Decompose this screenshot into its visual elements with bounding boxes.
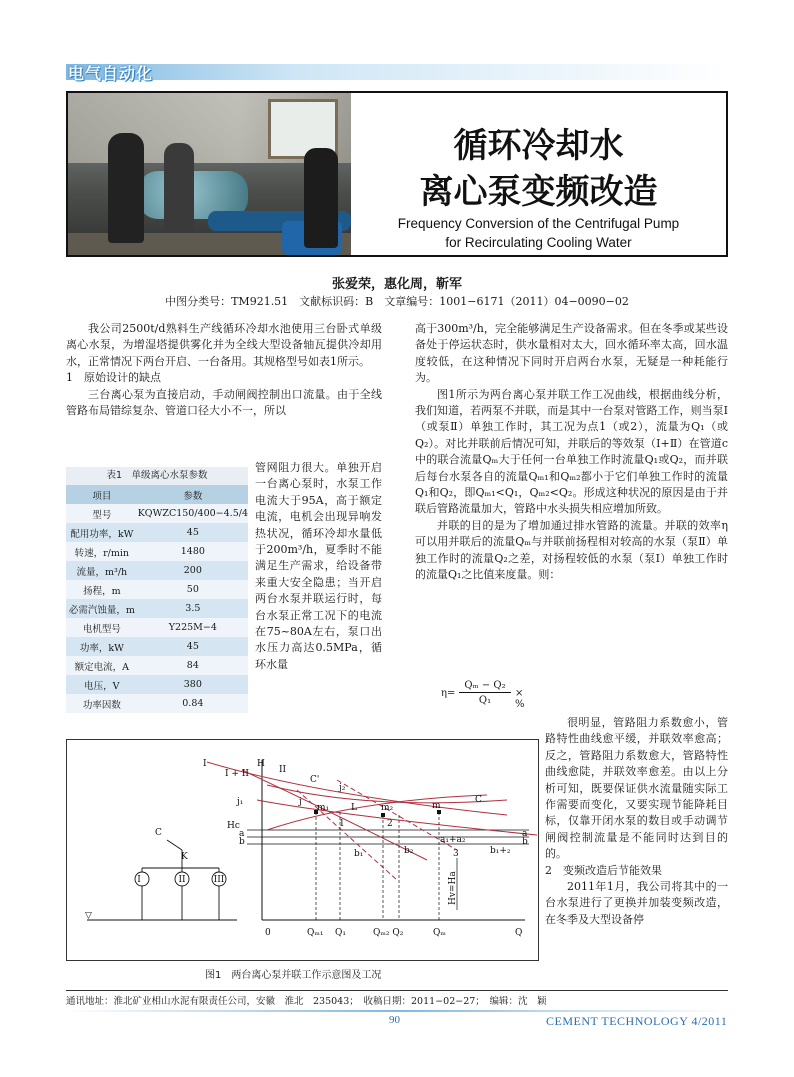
table-cell-value: Y225M−4 — [138, 618, 248, 637]
table-cell-item: 必需汽蚀量，m — [66, 599, 138, 618]
paragraph: 三台离心泵为直接启动，手动闸阀控制出口流量。由于全线管路布局错综复杂、管道口径大小不一，所以 — [66, 387, 382, 418]
table-cell-item: 额定电流，A — [66, 656, 138, 675]
label-I: I — [203, 759, 207, 769]
label-b2: b₂ — [404, 846, 414, 856]
table-1 — [66, 467, 248, 713]
label-Qm2-Q2: Qₘ₂ Q₂ — [373, 928, 404, 938]
label-b1b2: b₁+₂ — [490, 846, 511, 856]
table-cell-value: 50 — [138, 580, 248, 599]
label-Hc: Hc — [227, 821, 240, 831]
label-j1: j₁ — [237, 797, 244, 807]
table-cell-item: 型号 — [66, 504, 138, 523]
table-row — [66, 637, 248, 656]
article-title-en — [351, 214, 726, 252]
table-cell-item: 电机型号 — [66, 618, 138, 637]
footer-note: 通讯地址：淮北矿业相山水泥有限责任公司，安徽 淮北 235043； 收稿日期：2011−02−27； 编辑：沈 颖 — [66, 996, 547, 1007]
table-cell-item: 扬程，m — [66, 580, 138, 599]
table-cell-value: KQWZC150/400−4.5/4 — [138, 504, 248, 523]
formula-lhs: η= — [441, 688, 456, 699]
label-Q1: Q₁ — [335, 928, 346, 938]
section-tag: 电气自动化 — [68, 64, 154, 83]
right-column-top — [415, 321, 728, 584]
footer-divider — [66, 990, 728, 991]
label-pump-2: II — [178, 875, 186, 885]
right-column-wrap — [545, 715, 728, 928]
label-m: m — [432, 801, 441, 811]
journal-name: CEMENT TECHNOLOGY 4/2011 — [546, 1014, 728, 1028]
title-en-line-1: Frequency Conversion of the Centrifugal Pump — [397, 216, 680, 231]
header-bar — [66, 64, 728, 80]
label-1: 1 — [339, 819, 345, 829]
hero-photo — [68, 93, 351, 255]
label-a: a — [239, 829, 245, 839]
table-cell-item: 功率因数 — [66, 694, 138, 713]
label-L: L — [351, 803, 357, 813]
label-H: H — [257, 759, 265, 769]
label-b1: b₁ — [354, 849, 364, 859]
label-hv: Hv=Ha — [448, 871, 458, 905]
title-zh-line-1: 循环冷却水 — [453, 126, 624, 166]
label-b-right: b — [522, 837, 528, 847]
label-C-circuit: C — [155, 828, 162, 838]
table-row — [66, 561, 248, 580]
label-m1: m₁ — [317, 803, 330, 813]
circuit-branch-c — [167, 840, 182, 850]
table-cell-value: 45 — [138, 523, 248, 542]
page-bottom-rule — [66, 1010, 728, 1012]
hero-banner — [66, 91, 728, 257]
table-row — [66, 694, 248, 713]
label-K: K — [181, 852, 188, 862]
figure-caption: 图1 两台离心泵并联工作示意图及工况 — [205, 970, 382, 981]
table-cell-value: 参数 — [138, 485, 248, 504]
label-II: II — [279, 765, 287, 775]
table-cell-item: 流量，m³/h — [66, 561, 138, 580]
paragraph: 2011年1月，我公司将其中的一台水泵进行了更换并加装变频改造，在冬季及大型设备停 — [545, 880, 728, 926]
label-origin: 0 — [265, 928, 271, 938]
paragraph: 我公司2500t/d熟料生产线循环冷却水池使用三台卧式单级离心水泵，为增湿塔提供雾化并为全线大型设备轴瓦提供冷却用水，正常情况下两台开启、一台备用。其规格型号如表1所示。 — [66, 322, 382, 368]
authors: 张爱荣，惠化周，靳军 — [331, 277, 462, 292]
title-zh-line-2: 离心泵变频改造 — [419, 172, 658, 212]
table-cell-value: 45 — [138, 637, 248, 656]
paragraph: 管网阻力很大。单独开启一台离心泵时，水泵工作电流大于95A，高于额定电流，电机会出现异响发热状况，循环冷却水量低于200m³/h，夏季时不能满足生产需求，给设备带来重大安全隐患；当开启两台水泵并联运行时，每台水泵正常工况下的电流在75~80A左右，泵口出水压力高达0.5MPa，循环水量 — [255, 461, 382, 671]
point-m2 — [381, 813, 385, 817]
table-cell-value: 1480 — [138, 542, 248, 561]
label-Q: Q — [515, 928, 523, 938]
label-j: j — [299, 797, 302, 807]
table-row — [66, 523, 248, 542]
label-b: b — [239, 837, 245, 847]
label-a-right: a — [522, 829, 528, 839]
table-row — [66, 599, 248, 618]
label-j2: j₂ — [339, 783, 346, 793]
table-cell-value: 380 — [138, 675, 248, 694]
table-cell-value: 3.5 — [138, 599, 248, 618]
label-a1a2: a₁+a₂ — [440, 835, 466, 845]
table-row — [66, 656, 248, 675]
figure-1 — [66, 739, 539, 961]
article-title-zh — [351, 123, 726, 215]
left-column-wrap — [255, 460, 382, 673]
label-pump-1: I — [137, 875, 141, 885]
table-header-row — [66, 485, 248, 504]
title-en-line-2: for Recirculating Cooling Water — [445, 235, 632, 250]
label-c-prime: C' — [310, 775, 320, 785]
paragraph: 并联的目的是为了增加通过排水管路的流量。并联的效率η可以用并联后的流量Qₘ与并联前扬程相对较高的水泵（泵Ⅱ）单独工作时的流量Q₂之差，对扬程较低的水泵（泵Ⅰ）单独工作时的流量Q₁之比值来度量。则： — [415, 518, 728, 582]
table-row — [66, 504, 248, 523]
label-I-plus-II: I + II — [225, 769, 249, 779]
label-2: 2 — [387, 819, 393, 829]
table-cell-item: 功率，kW — [66, 637, 138, 656]
table-row — [66, 542, 248, 561]
table-cell-value: 84 — [138, 656, 248, 675]
section-heading-2: 2 变频改造后节能效果 — [545, 863, 662, 877]
label-Qm1: Qₘ₁ — [307, 928, 324, 938]
water-level-icon: ▽ — [85, 911, 92, 921]
paragraph: 很明显，管路阻力系数愈小，管路特性曲线愈平缓，并联效率愈高；反之，管路阻力系数愈大，管路特性曲线愈陡，并联效率愈差。由以上分析可知，既要保证供水流量随实际工作需要而变化，又要实现节能降耗目标，仅靠开闭水泵的数目或手动调节闸阀控制流量是不能同时达到目的的。 — [545, 716, 728, 861]
label-pump-3: III — [213, 875, 225, 885]
table-cell-item: 配用功率，kW — [66, 523, 138, 542]
page-number: 90 — [389, 1014, 400, 1026]
table-cell-value: 200 — [138, 561, 248, 580]
formula-tail: × % — [515, 688, 525, 710]
label-C: C — [475, 795, 482, 805]
formula-denominator: Q₁ — [478, 695, 492, 706]
table-row — [66, 580, 248, 599]
section-heading-1: 1 原始设计的缺点 — [66, 371, 161, 385]
table-cell-value: 0.84 — [138, 694, 248, 713]
paragraph: 图1所示为两台离心泵并联工作工况曲线，根据曲线分析，我们知道，若两泵不并联，而是其中一台泵对管路工作，则当泵Ⅰ（或泵Ⅱ）单独工作时，其工况为点1（或2），流量为Q₁（或Q₂）。对比并联前后情况可知，并联后的等效泵（Ⅰ+Ⅱ）在管道c中的联合流量Qₘ大于任何一台单独工作时流量Q₁或Q₂，而并联后每台水泵各自的流量Qₘ₁和Qₘ₂都小于它们单独工作时的流量Q₁和Q₂，即Qₘ₁<Q₁，Qₘ₂<Q₂。形成这种状况的原因是由于并联后管路流量加大，管路中水头损失相应增加所致。 — [415, 387, 728, 516]
label-m2: m₂ — [381, 803, 394, 813]
left-column-top — [66, 321, 382, 419]
classification-meta: 中图分类号：TM921.51 文献标识码：B 文章编号：1001−6171（2011）04−0090−02 — [165, 295, 629, 308]
label-Qm: Qₘ — [433, 928, 446, 938]
table-row — [66, 675, 248, 694]
pump-curve-diagram — [67, 740, 538, 960]
table-row — [66, 618, 248, 637]
label-3: 3 — [453, 849, 459, 859]
pump-params-table — [66, 485, 248, 713]
paragraph: 高于300m³/h，完全能够满足生产设备需求。但在冬季或某些设备处于停运状态时，供水量相对太大，回水循环率太高，回水温度较低，在这种情况下同时开启两台水泵，无疑是一种耗能行为。 — [415, 322, 728, 385]
table-caption: 表1 单级离心水泵参数 — [66, 467, 248, 485]
table-cell-item: 项目 — [66, 485, 138, 504]
curve-pump-I — [207, 762, 507, 815]
formula-numerator: Qₘ − Q₂ — [459, 680, 511, 693]
table-cell-item: 转速，r/min — [66, 542, 138, 561]
table-cell-item: 电压，V — [66, 675, 138, 694]
